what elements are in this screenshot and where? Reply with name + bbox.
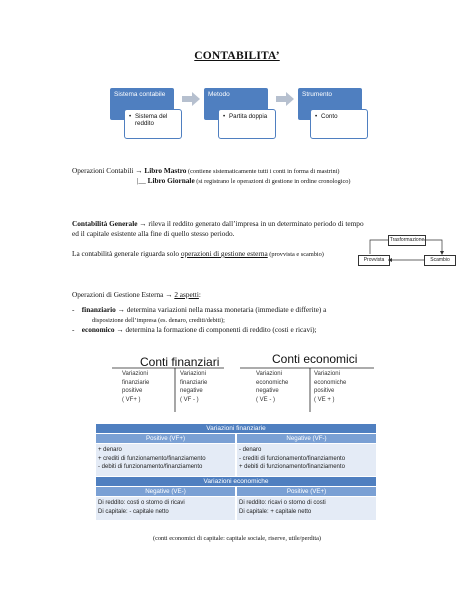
variazioni-table [96, 424, 376, 520]
cycle-diagram [358, 232, 454, 266]
flow-step-1-body: • Sistema del reddito [124, 109, 182, 139]
bullet-icon: • [315, 113, 318, 120]
flow-step-2-body: • Partita doppia [218, 109, 276, 139]
arrow-right-icon [182, 92, 200, 106]
flow-diagram [110, 88, 370, 148]
gestione-bullet-1-cont: disposizione dell’impresa (es. denaro, crediti/debiti); [92, 317, 225, 324]
flow-step-3-body: • Conto [310, 109, 368, 139]
fin-positive-header: Positive (VF+) [96, 434, 235, 443]
gestione-bullet-1: - finanziario → determina variazioni nella massa monetaria (immediate e differite) a [72, 305, 327, 314]
eco-right-cell: Variazioni economiche positive ( VE + ) [314, 371, 347, 403]
eco-positive-header: Positive (VE+) [237, 487, 376, 496]
variazioni-economiche-title: Variazioni economiche [96, 477, 376, 486]
generale-line-1: Contabilità Generale → rileva il reddito generato dall’impresa in un determinato periodo di tempo [72, 219, 364, 228]
fin-left-cell: Variazioni finanziarie positive ( VF+ ) [122, 371, 150, 403]
arrow-right-icon [276, 92, 294, 106]
variazioni-finanziarie-title: Variazioni finanziarie [96, 424, 376, 433]
flow-step-2-head: Metodo [204, 88, 268, 120]
eco-negative-items: Di reddito: costi o storno di ricavi Di capitale: - capitale netto [96, 497, 235, 520]
eco-positive-items: Di reddito: ricavi o storno di costi Di capitale: + capitale netto [237, 497, 376, 520]
generale-line-3: La contabilità generale riguarda solo operazioni di gestione esterna (provvista e scambio) [72, 249, 324, 258]
fin-positive-items: + denaro + crediti di funzionamento/finanziamento - debiti di funzionamento/finanziamento [96, 444, 235, 476]
bullet-icon: • [129, 113, 132, 120]
fin-negative-header: Negative (VF-) [237, 434, 376, 443]
generale-line-2: ed il capitale esistente alla fine di quello stesso periodo. [72, 229, 235, 238]
conti-finanziari-title: Conti finanziari [140, 355, 220, 369]
flow-step-3-head: Strumento [298, 88, 362, 120]
gestione-intro: Operazioni di Gestione Esterna → 2 aspetti: [72, 290, 201, 299]
fin-right-cell: Variazioni finanziarie negative ( VF - ) [180, 371, 208, 403]
fin-negative-items: - denaro - crediti di funzionamento/finanziamento + debiti di funzionamento/finanziamento [237, 444, 376, 476]
page-title: CONTABILITA’ [194, 50, 280, 62]
gestione-bullet-2: - economico → determina la formazione di componenti di reddito (costi e ricavi); [72, 325, 317, 334]
bullet-icon: • [223, 113, 226, 120]
cycle-right-box: Scambio [424, 255, 456, 266]
footer-note: (conti economici di capitale: capitale sociale, riserve, utile/perdita) [152, 535, 322, 542]
flow-step-1-head: Sistema contabile [110, 88, 174, 120]
cycle-top-box: Trasformazione [388, 235, 426, 246]
eco-left-cell: Variazioni economiche negative ( VE - ) [256, 371, 289, 403]
conti-economici-title: Conti economici [272, 352, 358, 366]
eco-negative-header: Negative (VE-) [96, 487, 235, 496]
operazioni-line-2: |__ Libro Giornale (si registrano le operazioni di gestione in ordine cronologico) [137, 176, 351, 185]
operazioni-line-1: Operazioni Contabili → Libro Mastro (contiene sistematicamente tutti i conti in forma di mastrini) [72, 166, 340, 175]
cycle-left-box: Provvista [358, 255, 390, 266]
